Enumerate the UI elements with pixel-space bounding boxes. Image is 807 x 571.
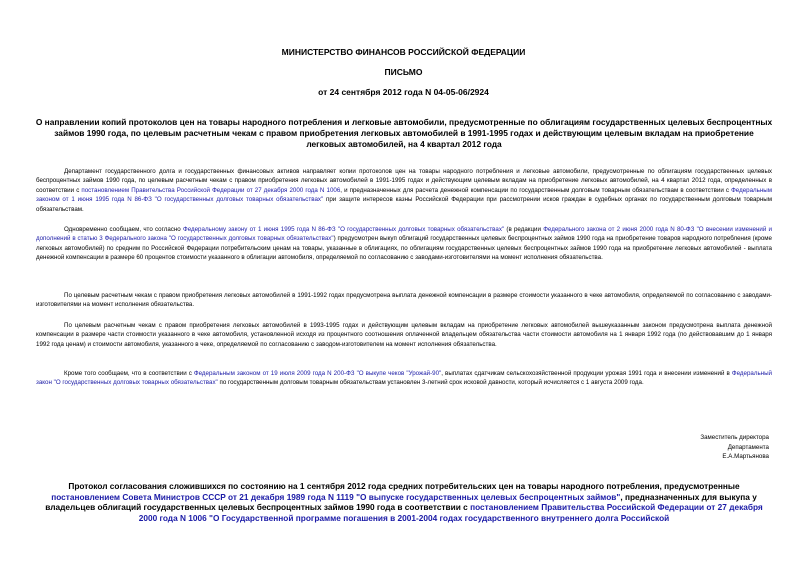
paragraph-4: По целевым расчетным чекам с правом приобретения легковых автомобилей в 1993-1995 годах и действующим целевым вкладам на приобретение легковых автомобилей вышеуказанным законом предусмотрена выплата денежной компенсации в размере части стоимости указанного в чеке автомобиля, установленной исходя из процентного соотношения оплаченной владельцем обязательства части стоимости автомобиля на 1 января 1992 года (по действовавшим до 1 января 1992 года ценам) и стоимости автомобиля, указанного в чеке, определяемой по согласованию с заводом-изготовителем на момент исполнения обязательства.	[36, 322, 772, 348]
paragraph-5-text-c: по государственным долговым товарным обязательствам установлен 3-летний срок исковой давности, который исчисляется с 1 августа 2009 года.	[217, 379, 644, 387]
paragraph-2-text-c: ) предусмотрен выкуп облигаций государственных целевых беспроцентных займов 1990 года на приобретение товаров народного потребления (кроме легковых автомобилей) по средним по Российской Федерации потребительским ценам на товары, указанные в облигациях, по облигациям государственных целевых беспроцентных займов 1990 года на приобретение легковых автомобилей - выплата денежной компенсации в размере 60 процентов стоимости указанного в облигации автомобиля, определяемой по согласованию с заводами-изготовителями на момент исполнения обязательства.	[36, 235, 772, 262]
document-date-number: от 24 сентября 2012 года N 04-05-06/2924	[318, 87, 489, 97]
paragraph-3: По целевым расчетным чекам с правом приобретения легковых автомобилей в 1991-1992 годах предусмотрена выплата денежной компенсации в размере стоимости указанного в чеке автомобиля, определяемой по согласованию с заводами-изготовителями на момент исполнения обязательства.	[36, 292, 772, 309]
protocol-text-b: , предназначенных для выкупа у владельцев облигаций государственных целевых беспроцентных займов 1990 года в соответствии с	[45, 491, 757, 513]
link-ussr-decree-1119[interactable]: постановлением Совета Министров СССР от 21 декабря 1989 года N 1119 "О выпуске государственных целевых беспроцентных займов"	[51, 491, 621, 502]
link-federal-law-200-fz[interactable]: Федеральным законом от 19 июля 2009 года N 200-ФЗ "О выкупе чеков "Урожай-90"	[193, 370, 442, 377]
ministry-title: МИНИСТЕРСТВО ФИНАНСОВ РОССИЙСКОЙ ФЕДЕРАЦИИ	[281, 47, 526, 57]
link-federal-law-86-fz-2[interactable]: Федеральному закону от 1 июня 1995 года N 86-ФЗ "О государственных долговых товарных обязательствах"	[183, 226, 505, 233]
paragraph-1-text-b: , и предназначенных для расчета денежной компенсации по государственным долговым товарным обязательствам в соответствии с	[340, 186, 732, 194]
signature-name: Е.А.Мартьянова	[722, 453, 769, 461]
paragraph-2-text-a: Одновременно сообщаем, что согласно	[64, 226, 183, 233]
paragraph-2-text-b: (в редакции	[504, 226, 544, 233]
paragraph-1-text-a: Департамент государственного долга и государственных финансовых активов направляет копии протоколов цен на товары народного потребления и легковые автомобили, предусмотренные по облигациям государственных целевых беспроцентных займов 1990 года, по целевым расчетным чекам с правом приобретения легковых автомобилей в 1991-1995 годах и действующим целевым вкладам на приобретение легковых автомобилей, на 4 квартал 2012 года, определенных в соответствии с	[36, 168, 772, 194]
link-federal-law-80-fz[interactable]: Федерального закона от 2 июня 2000 года N 80-ФЗ "О внесении изменений и дополнений в статью 3 Федерального закона "О государственных долговых товарных обязательствах"	[36, 226, 773, 243]
paragraph-1-text-c: при защите интересов казны Российской Федерации при рассмотрении исков граждан в судебных органах по государственным долговым товарным обязательствам.	[36, 196, 772, 213]
paragraph-2	[36, 225, 772, 263]
paragraph-1	[36, 167, 772, 214]
signature-block	[700, 433, 769, 462]
paragraph-5-text-a: Кроме того сообщаем, что в соответствии с	[64, 370, 194, 377]
document-type: ПИСЬМО	[384, 67, 423, 77]
link-government-decree-1006-program[interactable]: постановлением Правительства Российской Федерации от 27 декабря 2000 года N 1006 "О Государственной программе погашения в 2001-2004 годах государственного внутреннего долга Российской	[138, 502, 763, 523]
signature-department: Департамента	[727, 443, 769, 451]
paragraph-5-text-b: , выплатах сдатчикам сельскохозяйственной продукции урожая 1991 года и внесении изменений в	[441, 370, 732, 377]
paragraph-5	[36, 369, 772, 388]
signature-position: Заместитель директора	[700, 434, 769, 441]
document-subject: О направлении копий протоколов цен на товары народного потребления и легковые автомобили, предусмотренные по облигациям государственных целевых беспроцентных займов 1990 года, по целевым расчетным чекам с правом приобретения легковых автомобилей в 1991-1995 годах и действующим целевым вкладам на приобретение легковых автомобилей, на 4 квартал 2012 года	[35, 117, 773, 149]
link-federal-law-86-fz[interactable]: Федеральным законом от 1 июня 1995 года N 86-ФЗ "О государственных долговых товарных обязательствах"	[36, 186, 772, 204]
link-federal-law-debt-obligations[interactable]: Федеральный закон "О государственных долговых товарных обязательствах"	[36, 370, 773, 387]
link-government-decree-1006[interactable]: постановлением Правительства Российской Федерации от 27 декабря 2000 года N 1006	[81, 186, 341, 194]
protocol-text-a: Протокол согласования сложившихся по состоянию на 1 сентября 2012 года средних потребительских цен на товары народного потребления, предусмотренные	[68, 481, 740, 491]
protocol-heading	[40, 481, 768, 523]
